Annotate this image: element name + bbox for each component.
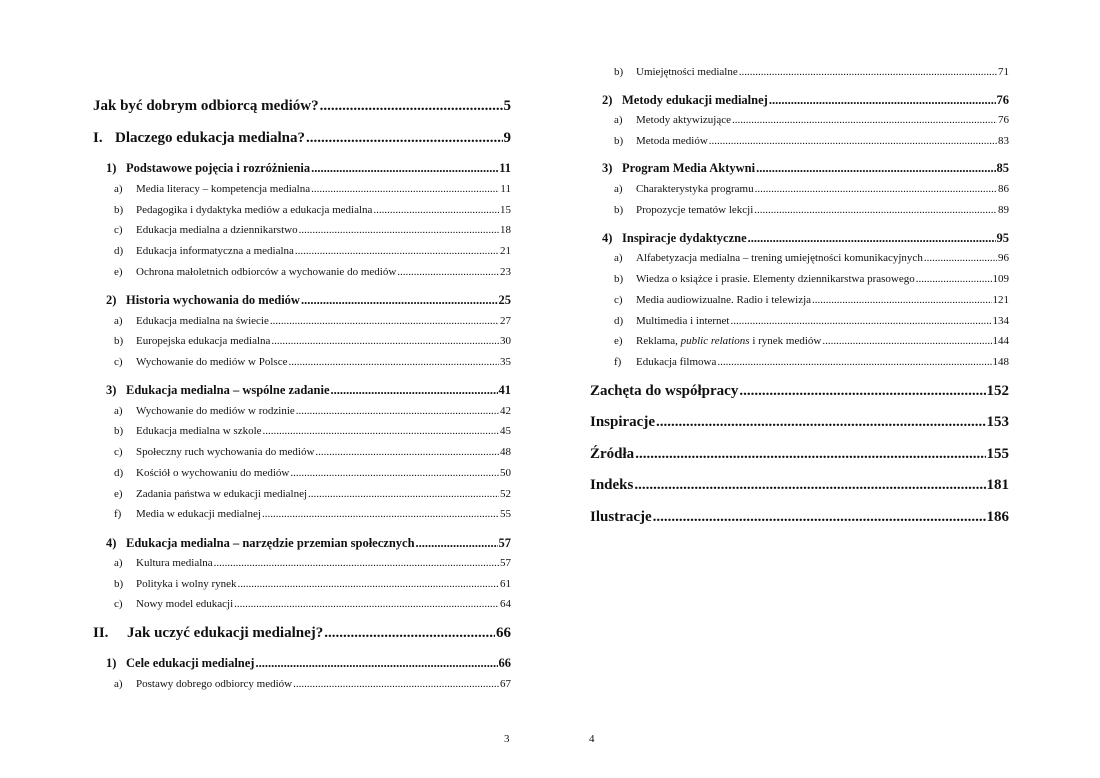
toc-entry-title-part: i rynek mediów [749, 335, 822, 347]
toc-entry-title: Inspiracje [590, 414, 655, 430]
toc-entry-title: Metody aktywizujące [636, 114, 731, 126]
dot-leader [397, 266, 499, 278]
dot-leader [214, 557, 499, 569]
toc-entry-number: c) [114, 356, 123, 368]
toc-entry[interactable] [114, 578, 511, 590]
right-page [550, 0, 1100, 778]
toc-entry[interactable] [114, 425, 511, 437]
toc-entry-title: Propozycje tematów lekcji [636, 204, 754, 216]
toc-entry[interactable] [614, 114, 1009, 126]
toc-entry-number: b) [614, 135, 624, 147]
toc-entry-title: Postawy dobrego odbiorcy mediów [136, 678, 293, 690]
toc-entry[interactable] [114, 183, 511, 195]
toc-entry-page: 11 [499, 161, 511, 175]
toc-entry-title: Edukacja medialna w szkole [136, 425, 262, 437]
toc-entry-page: 76 [998, 114, 1009, 126]
toc-entry-title: Wychowanie do mediów w rodzinie [136, 405, 295, 417]
toc-entry-page: 95 [996, 231, 1009, 245]
toc-entry[interactable] [114, 245, 511, 257]
toc-entry-title: Jak być dobrym odbiorcą mediów? [93, 98, 319, 114]
toc-entry[interactable] [614, 273, 1009, 285]
toc-entry[interactable] [106, 161, 511, 176]
toc-entry-number: 2) [602, 93, 613, 107]
dot-leader [739, 66, 997, 78]
dot-leader [320, 98, 503, 115]
dot-leader [754, 204, 997, 216]
toc-entry[interactable] [602, 231, 1009, 246]
toc-entry-page: 42 [500, 405, 511, 417]
toc-entry-page: 5 [503, 98, 511, 114]
dot-leader [709, 135, 997, 147]
toc-entry-page: 25 [498, 293, 511, 307]
toc-entry[interactable] [590, 477, 1009, 494]
dot-leader [324, 625, 495, 642]
dot-leader [263, 425, 499, 437]
toc-entry-page: 27 [500, 315, 511, 327]
toc-entry-page: 186 [986, 509, 1009, 525]
toc-entry[interactable] [106, 383, 511, 398]
toc-entry-page: 152 [986, 383, 1009, 399]
toc-entry-number: e) [614, 335, 623, 347]
toc-entry-page: 83 [998, 135, 1009, 147]
dot-leader [634, 477, 985, 494]
toc-entry-page: 61 [500, 578, 511, 590]
toc-entry[interactable] [114, 335, 511, 347]
toc-entry-title: Metody edukacji medialnej [622, 93, 768, 107]
toc-entry-number: b) [614, 204, 624, 216]
toc-entry-title: Podstawowe pojęcia i rozróżnienia [126, 161, 311, 175]
toc-entry[interactable] [602, 93, 1009, 108]
toc-entry-number: c) [114, 224, 123, 236]
toc-entry[interactable] [114, 204, 511, 216]
toc-entry-number: II. [93, 625, 109, 641]
dot-leader [748, 231, 996, 246]
toc-entry-page: 57 [498, 536, 511, 550]
toc-entry-number: a) [114, 315, 123, 327]
toc-entry-page: 181 [986, 477, 1009, 493]
toc-entry-number: 4) [602, 231, 613, 245]
dot-leader [270, 315, 499, 327]
toc-entry-title: Edukacja medialna a dziennikarstwo [136, 224, 298, 236]
toc-entry-title: Wiedza o książce i prasie. Elementy dziennikarstwa prasowego [636, 273, 915, 285]
toc-entry-number: e) [114, 488, 123, 500]
dot-leader [301, 293, 498, 308]
toc-entry-page: 57 [500, 557, 511, 569]
toc-entry-number: e) [114, 266, 123, 278]
toc-entry-page: 41 [498, 383, 511, 397]
toc-entry[interactable] [614, 315, 1009, 327]
toc-entry-page: 11 [500, 183, 511, 195]
toc-entry-number: b) [614, 273, 624, 285]
toc-entry-title: Zachęta do współpracy [590, 383, 739, 399]
toc-entry-title: Społeczny ruch wychowania do mediów [136, 446, 315, 458]
toc-entry-page: 96 [998, 252, 1009, 264]
toc-entry-number: 4) [106, 536, 117, 550]
toc-entry-page: 89 [998, 204, 1009, 216]
toc-entry-title: Polityka i wolny rynek [136, 578, 237, 590]
toc-entry-page: 66 [496, 625, 511, 641]
toc-entry[interactable] [614, 356, 1009, 368]
toc-entry-number: 1) [106, 161, 117, 175]
toc-entry-number: b) [114, 425, 124, 437]
dot-leader [812, 294, 991, 306]
toc-entry[interactable] [614, 335, 1009, 347]
toc-entry-page: 64 [500, 598, 511, 610]
toc-entry[interactable] [114, 467, 511, 479]
dot-leader [255, 656, 497, 671]
toc-entry-number: c) [114, 446, 123, 458]
toc-entry-title: Jak uczyć edukacji medialnej? [127, 625, 324, 641]
toc-entry[interactable] [114, 508, 511, 520]
dot-leader [293, 678, 499, 690]
toc-entry-title: Media literacy – kompetencja medialna [136, 183, 311, 195]
dot-leader [732, 114, 997, 126]
toc-entry-title: Edukacja medialna – narzędzie przemian społecznych [126, 536, 415, 550]
dot-leader [315, 446, 499, 458]
dot-leader [924, 252, 997, 264]
toc-entry-number: a) [114, 678, 123, 690]
dot-leader [306, 130, 503, 147]
toc-entry[interactable] [114, 488, 511, 500]
toc-entry-number: f) [614, 356, 622, 368]
toc-entry-number: c) [114, 598, 123, 610]
dot-leader [653, 509, 986, 526]
toc-entry-page: 55 [500, 508, 511, 520]
left-page-number: 3 [504, 733, 510, 745]
dot-leader [656, 414, 986, 431]
toc-entry-page: 50 [500, 467, 511, 479]
toc-entry-page: 148 [992, 356, 1009, 368]
toc-entry-page: 85 [996, 161, 1009, 175]
toc-entry[interactable] [614, 252, 1009, 264]
toc-entry-title: Ochrona małoletnich odbiorców a wychowanie do mediów [136, 266, 397, 278]
toc-entry-number: a) [614, 252, 623, 264]
toc-entry-title: Historia wychowania do mediów [126, 293, 300, 307]
toc-entry-page: 15 [500, 204, 511, 216]
toc-entry-page: 52 [500, 488, 511, 500]
dot-leader [769, 93, 996, 108]
toc-entry[interactable] [114, 678, 511, 690]
toc-entry-title: Źródła [590, 446, 635, 462]
toc-entry[interactable] [614, 135, 1009, 147]
toc-entry[interactable] [614, 204, 1009, 216]
toc-entry-title: Program Media Aktywni [622, 161, 756, 175]
toc-entry-page: 86 [998, 183, 1009, 195]
dot-leader [290, 467, 499, 479]
toc-entry[interactable] [114, 405, 511, 417]
toc-entry[interactable] [114, 446, 511, 458]
dot-leader [635, 446, 985, 463]
toc-entry-number: 3) [602, 161, 613, 175]
toc-entry-title: Kultura medialna [136, 557, 213, 569]
toc-entry-title: Europejska edukacja medialna [136, 335, 271, 347]
toc-entry-title-part: Reklama, [636, 335, 681, 347]
toc-entry-page: 67 [500, 678, 511, 690]
toc-entry-title: Umiejętności medialne [636, 66, 738, 78]
toc-entry-number: 3) [106, 383, 117, 397]
toc-entry[interactable] [590, 414, 1009, 431]
toc-entry-title: Edukacja filmowa [636, 356, 717, 368]
toc-entry[interactable] [93, 130, 511, 147]
toc-entry[interactable] [590, 383, 1009, 400]
dot-leader [373, 204, 499, 216]
dot-leader [271, 335, 499, 347]
toc-entry-title: Zadania państwa w edukacji medialnej [136, 488, 308, 500]
toc-entry-title-italic: public relations [680, 335, 750, 347]
dot-leader [717, 356, 991, 368]
toc-entry-page: 45 [500, 425, 511, 437]
toc-entry-title: Kościół o wychowaniu do mediów [136, 467, 290, 479]
toc-entry-number: a) [114, 183, 123, 195]
toc-entry[interactable] [590, 446, 1009, 463]
toc-entry-number: d) [114, 467, 124, 479]
dot-leader [234, 598, 499, 610]
dot-leader [288, 356, 499, 368]
dot-leader [311, 161, 498, 176]
toc-entry-page: 9 [503, 130, 511, 146]
toc-entry-number: d) [114, 245, 124, 257]
toc-entry[interactable] [114, 315, 511, 327]
dot-leader [730, 315, 991, 327]
dot-leader [308, 488, 499, 500]
dot-leader [295, 245, 499, 257]
toc-entry-number: a) [114, 557, 123, 569]
toc-entry-number: a) [614, 183, 623, 195]
dot-leader [755, 183, 997, 195]
toc-entry-number: b) [614, 66, 624, 78]
toc-entry-page: 66 [498, 656, 511, 670]
toc-entry-title: Cele edukacji medialnej [126, 656, 255, 670]
dot-leader [822, 335, 991, 347]
toc-entry-number: b) [114, 335, 124, 347]
toc-entry-title: Dlaczego edukacja medialna? [115, 130, 305, 146]
toc-entry[interactable] [106, 536, 511, 551]
dot-leader [238, 578, 499, 590]
dot-leader [756, 161, 995, 176]
toc-entry-number: I. [93, 130, 103, 146]
toc-entry-title: Pedagogika i dydaktyka mediów a edukacja medialna [136, 204, 373, 216]
toc-entry[interactable] [93, 625, 511, 642]
toc-entry-page: 76 [996, 93, 1009, 107]
toc-entry-number: a) [114, 405, 123, 417]
right-page-number: 4 [589, 733, 595, 745]
toc-entry-number: a) [614, 114, 623, 126]
dot-leader [296, 405, 499, 417]
dot-leader [916, 273, 992, 285]
toc-entry-page: 71 [998, 66, 1009, 78]
toc-entry-page: 35 [500, 356, 511, 368]
toc-entry-title: Wychowanie do mediów w Polsce [136, 356, 288, 368]
toc-entry[interactable] [614, 294, 1009, 306]
toc-entry-number: 2) [106, 293, 117, 307]
toc-entry-number: c) [614, 294, 623, 306]
toc-entry-number: f) [114, 508, 122, 520]
toc-entry-page: 21 [500, 245, 511, 257]
toc-entry-title: Edukacja informatyczna a medialna [136, 245, 294, 257]
toc-entry[interactable] [114, 224, 511, 236]
dot-leader [299, 224, 499, 236]
toc-entry[interactable] [106, 293, 511, 308]
toc-entry-number: 1) [106, 656, 117, 670]
toc-entry[interactable] [614, 66, 1009, 78]
toc-entry-title: Media audiowizualne. Radio i telewizja [636, 294, 812, 306]
toc-entry-page: 153 [986, 414, 1009, 430]
toc-entry-number: b) [114, 204, 124, 216]
dot-leader [416, 536, 498, 551]
toc-entry-page: 18 [500, 224, 511, 236]
toc-entry[interactable] [114, 356, 511, 368]
toc-entry-page: 121 [992, 294, 1009, 306]
toc-entry-title [636, 335, 821, 347]
toc-entry-page: 30 [500, 335, 511, 347]
toc-entry-title: Edukacja medialna – wspólne zadanie [126, 383, 330, 397]
toc-entry[interactable] [114, 266, 511, 278]
toc-entry[interactable] [93, 98, 511, 115]
toc-entry-page: 48 [500, 446, 511, 458]
toc-entry[interactable] [106, 656, 511, 671]
dot-leader [311, 183, 499, 195]
dot-leader [262, 508, 499, 520]
toc-entry-title: Media w edukacji medialnej [136, 508, 261, 520]
toc-entry-title: Indeks [590, 477, 634, 493]
toc-entry-title: Multimedia i internet [636, 315, 730, 327]
dot-leader [739, 383, 985, 400]
toc-entry-title: Ilustracje [590, 509, 652, 525]
toc-entry-title: Inspiracje dydaktyczne [622, 231, 747, 245]
toc-entry[interactable] [114, 557, 511, 569]
toc-entry-page: 155 [986, 446, 1009, 462]
toc-entry-title: Charakterystyka programu [636, 183, 754, 195]
toc-entry-title: Nowy model edukacji [136, 598, 234, 610]
toc-entry-page: 134 [992, 315, 1009, 327]
toc-entry[interactable] [614, 183, 1009, 195]
toc-entry[interactable] [602, 161, 1009, 176]
toc-entry-title: Alfabetyzacja medialna – trening umiejętności komunikacyjnych [636, 252, 923, 264]
toc-entry-page: 144 [992, 335, 1009, 347]
toc-entry-number: d) [614, 315, 624, 327]
toc-entry-page: 109 [992, 273, 1009, 285]
toc-entry-title: Metoda mediów [636, 135, 708, 147]
toc-entry[interactable] [114, 598, 511, 610]
toc-entry-page: 23 [500, 266, 511, 278]
toc-entry[interactable] [590, 509, 1009, 526]
toc-entry-title: Edukacja medialna na świecie [136, 315, 269, 327]
dot-leader [331, 383, 498, 398]
toc-entry-number: b) [114, 578, 124, 590]
